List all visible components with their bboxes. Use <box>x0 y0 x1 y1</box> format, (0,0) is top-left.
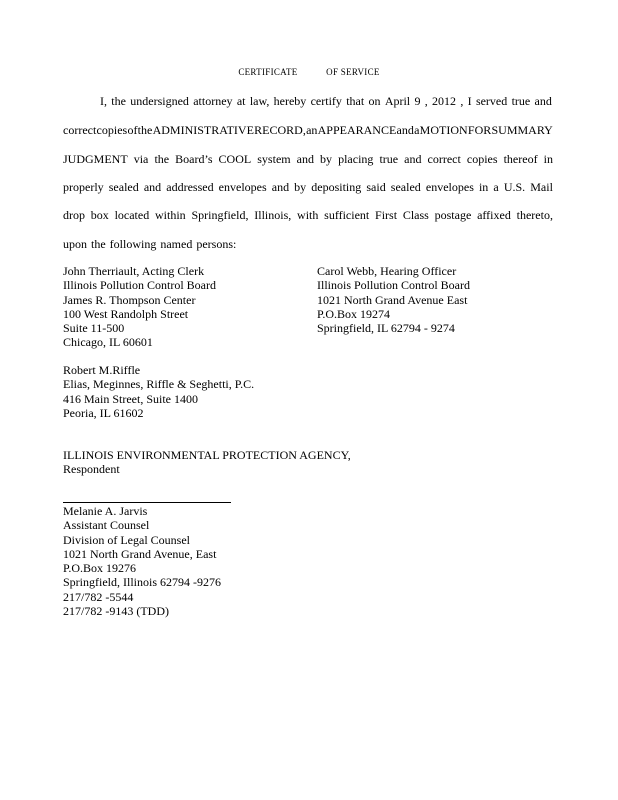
paragraph-word: Mail <box>530 180 553 194</box>
signatory-block <box>63 504 221 618</box>
paragraph-word: within <box>155 208 186 222</box>
paragraph-word: that <box>346 94 365 108</box>
paragraph-word: placing <box>338 152 374 166</box>
signatory-line: Melanie A. Jarvis <box>63 504 148 518</box>
paragraph-word: on <box>368 94 381 108</box>
address-line: Springfield, IL 62794 - 9274 <box>317 321 455 336</box>
paragraph-word: box <box>90 208 109 222</box>
paragraph-word: a <box>493 180 499 194</box>
address-line: Carol Webb, Hearing Officer <box>317 264 457 278</box>
paragraph-word: SUMMARY <box>491 123 553 137</box>
paragraph-word: of <box>127 123 138 137</box>
paragraph-word: April <box>384 94 411 108</box>
respondent-name: ILLINOIS ENVIRONMENTAL PROTECTION AGENCY, <box>63 448 351 462</box>
paragraph-word: and <box>143 180 162 194</box>
signatory-line: 217/782 -5544 <box>63 589 134 604</box>
paragraph-word: Springfield, <box>191 208 249 222</box>
signatory-line: Assistant Counsel <box>63 518 150 533</box>
paragraph-word: named <box>160 237 193 251</box>
paragraph-word: and <box>296 152 314 166</box>
title-word-of-service: OF SERVICE <box>326 67 380 77</box>
paragraph-word: a <box>414 123 420 137</box>
paragraph-word: an <box>306 123 318 137</box>
paragraph-word: and <box>534 94 552 108</box>
paragraph-word: envelopes <box>218 180 267 194</box>
paragraph-word: postage <box>434 208 472 222</box>
paragraph-word: system <box>257 152 291 166</box>
paragraph-word: correct <box>427 152 461 166</box>
paragraph-word: envelopes <box>425 180 474 194</box>
address-line: P.O.Box 19274 <box>317 306 391 321</box>
paragraph-line-2 <box>63 123 553 137</box>
paragraph-word: U.S. <box>503 180 526 194</box>
paragraph-word: true <box>379 152 399 166</box>
paragraph-word: sealed <box>390 180 421 194</box>
address-line: James R. Thompson Center <box>63 292 196 307</box>
paragraph-word: persons: <box>196 237 237 251</box>
paragraph-word: thereof <box>503 152 538 166</box>
paragraph-word: at <box>236 94 246 108</box>
paragraph-word: COOL <box>218 152 252 166</box>
paragraph-word: FOR <box>467 123 492 137</box>
paragraph-line-1 <box>100 94 552 108</box>
paragraph-word: ADMINISTRATIVE <box>152 123 254 137</box>
paragraph-word: Board’s <box>175 152 213 166</box>
paragraph-word: attorney <box>193 94 233 108</box>
paragraph-word: properly <box>63 180 104 194</box>
paragraph-word: served <box>475 94 508 108</box>
paragraph-word: certify <box>310 94 342 108</box>
paragraph-word: affixed <box>477 208 511 222</box>
paragraph-word: Illinois, <box>254 208 292 222</box>
paragraph-word: First <box>375 208 398 222</box>
paragraph-word: the <box>111 94 126 108</box>
paragraph-word: in <box>478 180 489 194</box>
paragraph-word: correct <box>63 123 97 137</box>
paragraph-word: and <box>404 152 422 166</box>
signatory-line: 217/782 -9143 (TDD) <box>63 604 169 619</box>
paragraph-word: sufficient <box>324 208 370 222</box>
paragraph-word: upon <box>63 237 87 251</box>
paragraph-word: with <box>297 208 319 222</box>
address-line: 1021 North Grand Avenue East <box>317 292 468 307</box>
paragraph-word: drop <box>63 208 85 222</box>
paragraph-word: in <box>543 152 553 166</box>
paragraph-word: 9 <box>414 94 421 108</box>
paragraph-word: and <box>396 123 414 137</box>
paragraph-word: , <box>460 94 464 108</box>
paragraph-word: and <box>271 180 290 194</box>
paragraph-word: MOTION <box>419 123 468 137</box>
signatory-line: 1021 North Grand Avenue, East <box>63 546 217 561</box>
paragraph-word: addressed <box>166 180 214 194</box>
address-line: Illinois Pollution Control Board <box>317 278 471 293</box>
paragraph-word: undersigned <box>130 94 189 108</box>
address-line: Robert M.Riffle <box>63 363 141 377</box>
respondent-role: Respondent <box>63 462 120 477</box>
paragraph-word: by <box>294 180 307 194</box>
recipient-clerk-address <box>63 264 216 350</box>
paragraph-word: I, <box>100 94 107 108</box>
paragraph-line-4 <box>63 180 553 194</box>
paragraph-word: the <box>154 152 170 166</box>
signature-line <box>63 502 231 503</box>
paragraph-word: the <box>91 237 106 251</box>
address-line: 100 West Randolph Street <box>63 306 189 321</box>
address-line: Illinois Pollution Control Board <box>63 278 217 293</box>
paragraph-word: sealed <box>108 180 139 194</box>
paragraph-word: true <box>511 94 531 108</box>
paragraph-word: located <box>114 208 150 222</box>
signatory-line: P.O.Box 19276 <box>63 561 137 576</box>
paragraph-word: RECORD, <box>254 123 306 137</box>
address-line: 416 Main Street, Suite 1400 <box>63 391 198 406</box>
address-line: John Therriault, Acting Clerk <box>63 264 205 278</box>
paragraph-word: copies <box>466 152 498 166</box>
paragraph-line-3 <box>63 152 553 166</box>
address-line: Suite 11-500 <box>63 321 125 336</box>
paragraph-word: JUDGMENT <box>63 152 128 166</box>
address-line: Peoria, IL 61602 <box>63 405 144 420</box>
recipient-hearing-officer-address <box>317 264 470 335</box>
signatory-line: Division of Legal Counsel <box>63 532 190 547</box>
paragraph-line-5 <box>63 208 553 222</box>
paragraph-word: hereby <box>273 94 307 108</box>
paragraph-line-6 <box>63 237 553 251</box>
respondent-block <box>63 448 351 477</box>
paragraph-word: copies <box>96 123 128 137</box>
paragraph-word: law, <box>249 94 270 108</box>
paragraph-word: via <box>133 152 149 166</box>
document-title <box>0 67 618 77</box>
address-line: Chicago, IL 60601 <box>63 335 153 350</box>
paragraph-word: I <box>467 94 472 108</box>
title-word-certificate: CERTIFICATE <box>238 67 298 77</box>
address-line: Elias, Meginnes, Riffle & Seghetti, P.C. <box>63 377 255 392</box>
paragraph-word: said <box>366 180 386 194</box>
recipient-counsel-address <box>63 363 254 420</box>
paragraph-word: Class <box>402 208 429 222</box>
paragraph-word: 2012 <box>432 94 457 108</box>
paragraph-word: , <box>424 94 428 108</box>
signatory-line: Springfield, Illinois 62794 -9276 <box>63 575 221 590</box>
paragraph-word: by <box>320 152 333 166</box>
paragraph-word: the <box>137 123 153 137</box>
paragraph-word: APPEARANCE <box>317 123 397 137</box>
paragraph-word: following <box>109 237 157 251</box>
paragraph-word: thereto, <box>516 208 553 222</box>
paragraph-word: depositing <box>311 180 362 194</box>
